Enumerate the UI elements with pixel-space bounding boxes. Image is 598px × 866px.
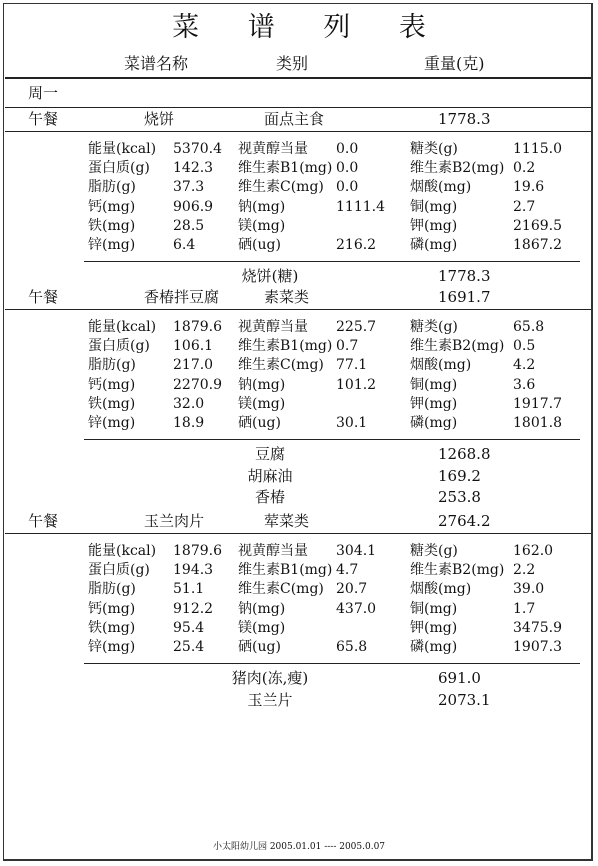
nutrient-value: 0.0 — [336, 160, 359, 177]
day-label: 周一 — [28, 84, 59, 102]
nutrient-value: 1879.6 — [173, 543, 222, 559]
dish-category: 荤菜类 — [264, 512, 310, 530]
nutrient-label: 镁(mg) — [238, 395, 286, 412]
nutrient-label: 钠(mg) — [238, 600, 286, 617]
nutrient-value: 437.0 — [336, 600, 377, 617]
nutrient-divider — [84, 663, 580, 664]
nutrient-value: 2270.9 — [173, 376, 222, 393]
nutrient-value: 37.3 — [173, 179, 205, 196]
nutrient-label: 钙(mg) — [88, 600, 136, 617]
ingredient-weight: 1778.3 — [438, 267, 491, 286]
nutrient-label: 硒(ug) — [238, 237, 281, 253]
nutrient-label: 糖类(g) — [410, 543, 458, 559]
nutrient-label: 烟酸(mg) — [410, 357, 472, 374]
nutrient-value: 2.7 — [513, 198, 536, 215]
nutrient-value: 1907.3 — [513, 639, 562, 655]
nutrient-value: 216.2 — [336, 237, 377, 253]
nutrient-value: 4.2 — [513, 357, 536, 374]
nutrient-value: 19.6 — [513, 179, 545, 196]
nutrient-value: 20.7 — [336, 581, 368, 598]
header-dish-name: 菜谱名称 — [124, 54, 189, 73]
nutrient-label: 铁(mg) — [88, 619, 136, 636]
footer-text: 小太阳幼儿园 2005.01.01 ---- 2005.0.07 — [212, 842, 386, 852]
nutrient-value: 0.2 — [513, 160, 536, 177]
ingredient-weight: 169.2 — [438, 466, 481, 485]
nutrient-value: 65.8 — [513, 319, 545, 335]
nutrient-value: 25.4 — [173, 639, 205, 655]
dish-weight: 2764.2 — [438, 512, 491, 530]
nutrient-label: 脂肪(g) — [88, 357, 136, 374]
ingredient-name: 猪肉(冻,瘦) — [231, 669, 309, 688]
nutrient-label: 锌(mg) — [88, 415, 136, 431]
nutrient-label: 维生素C(mg) — [238, 357, 324, 374]
nutrient-value: 1801.8 — [513, 415, 562, 431]
nutrient-value: 30.1 — [336, 415, 368, 431]
nutrient-label: 维生素B2(mg) — [410, 160, 505, 177]
nutrient-label: 镁(mg) — [238, 619, 286, 636]
nutrient-label: 蛋白质(g) — [88, 562, 150, 579]
dish-category: 素菜类 — [264, 288, 310, 306]
nutrient-value: 0.7 — [336, 338, 359, 355]
nutrient-label: 糖类(g) — [410, 319, 458, 335]
nutrient-divider — [84, 439, 580, 440]
nutrient-label: 视黄醇当量 — [238, 319, 308, 335]
ingredient-weight: 691.0 — [438, 669, 481, 688]
nutrient-value: 1115.0 — [513, 141, 562, 157]
nutrient-label: 能量(kcal) — [88, 141, 157, 157]
nutrient-value: 1867.2 — [513, 237, 562, 253]
nutrient-label: 脂肪(g) — [88, 581, 136, 598]
nutrient-label: 蛋白质(g) — [88, 338, 150, 355]
dish-weight: 1778.3 — [438, 110, 491, 128]
meal-label: 午餐 — [28, 110, 59, 128]
nutrient-label: 维生素B1(mg) — [238, 338, 333, 355]
nutrient-label: 维生素C(mg) — [238, 581, 324, 598]
nutrient-value: 912.2 — [173, 600, 214, 617]
nutrient-label: 能量(kcal) — [88, 543, 157, 559]
nutrient-divider — [84, 261, 580, 262]
nutrient-label: 锌(mg) — [88, 237, 136, 253]
header-divider — [5, 77, 591, 79]
nutrient-value: 225.7 — [336, 319, 377, 335]
meal-label: 午餐 — [28, 512, 59, 530]
nutrient-label: 视黄醇当量 — [238, 141, 308, 157]
nutrient-value: 2.2 — [513, 562, 536, 579]
header-category: 类别 — [276, 54, 309, 73]
nutrient-value: 217.0 — [173, 357, 214, 374]
ingredient-name: 烧饼(糖) — [241, 267, 299, 286]
nutrient-value: 106.1 — [173, 338, 214, 355]
nutrient-label: 钾(mg) — [410, 217, 458, 234]
ingredient-name: 玉兰片 — [247, 690, 293, 709]
nutrient-label: 能量(kcal) — [88, 319, 157, 335]
nutrient-value: 1111.4 — [336, 198, 385, 215]
nutrient-value: 6.4 — [173, 237, 196, 253]
nutrient-label: 铁(mg) — [88, 395, 136, 412]
dish-name: 烧饼 — [144, 110, 175, 128]
nutrient-label: 维生素B2(mg) — [410, 338, 505, 355]
ingredient-name: 香椿 — [254, 488, 285, 507]
nutrient-label: 蛋白质(g) — [88, 160, 150, 177]
nutrient-label: 钠(mg) — [238, 198, 286, 215]
nutrient-label: 铁(mg) — [88, 217, 136, 234]
nutrient-label: 维生素C(mg) — [238, 179, 324, 196]
section-divider — [5, 533, 591, 534]
nutrient-label: 磷(mg) — [410, 237, 458, 253]
nutrient-label: 硒(ug) — [238, 639, 281, 655]
page-title: 菜 谱 列 表 — [172, 12, 446, 43]
nutrient-label: 钾(mg) — [410, 619, 458, 636]
nutrient-value: 1879.6 — [173, 319, 222, 335]
nutrient-label: 磷(mg) — [410, 639, 458, 655]
nutrient-value: 32.0 — [173, 395, 205, 412]
nutrient-label: 铜(mg) — [410, 376, 458, 393]
section-divider — [5, 309, 591, 310]
nutrient-value: 65.8 — [336, 639, 368, 655]
ingredient-weight: 1268.8 — [438, 445, 491, 464]
nutrient-value: 0.5 — [513, 338, 536, 355]
nutrient-value: 1917.7 — [513, 395, 562, 412]
ingredient-name: 胡麻油 — [247, 466, 293, 485]
nutrient-value: 5370.4 — [173, 141, 222, 157]
nutrient-label: 磷(mg) — [410, 415, 458, 431]
nutrient-label: 钙(mg) — [88, 376, 136, 393]
nutrient-label: 视黄醇当量 — [238, 543, 308, 559]
nutrient-value: 906.9 — [173, 198, 214, 215]
section-divider — [5, 131, 591, 132]
nutrient-label: 钙(mg) — [88, 198, 136, 215]
header-weight: 重量(克) — [424, 54, 485, 73]
nutrient-value: 39.0 — [513, 581, 545, 598]
nutrient-value: 162.0 — [513, 543, 554, 559]
nutrient-value: 304.1 — [336, 543, 377, 559]
ingredient-weight: 2073.1 — [438, 690, 491, 709]
nutrient-label: 镁(mg) — [238, 217, 286, 234]
nutrient-value: 0.0 — [336, 141, 359, 157]
nutrient-label: 钾(mg) — [410, 395, 458, 412]
nutrient-value: 77.1 — [336, 357, 368, 374]
nutrient-value: 0.0 — [336, 179, 359, 196]
nutrient-label: 铜(mg) — [410, 198, 458, 215]
nutrient-value: 2169.5 — [513, 217, 562, 234]
nutrient-label: 维生素B2(mg) — [410, 562, 505, 579]
nutrient-label: 脂肪(g) — [88, 179, 136, 196]
nutrient-label: 烟酸(mg) — [410, 581, 472, 598]
nutrient-value: 4.7 — [336, 562, 359, 579]
nutrient-value: 194.3 — [173, 562, 214, 579]
dish-category: 面点主食 — [264, 110, 325, 128]
nutrient-label: 钠(mg) — [238, 376, 286, 393]
nutrient-label: 糖类(g) — [410, 141, 458, 157]
ingredient-weight: 253.8 — [438, 488, 481, 507]
nutrient-value: 95.4 — [173, 619, 205, 636]
dish-name: 香椿拌豆腐 — [144, 288, 220, 306]
nutrient-value: 101.2 — [336, 376, 377, 393]
nutrient-label: 锌(mg) — [88, 639, 136, 655]
nutrient-value: 51.1 — [173, 581, 205, 598]
nutrient-label: 硒(ug) — [238, 415, 281, 431]
meal-label: 午餐 — [28, 288, 59, 306]
day-divider — [5, 107, 591, 108]
nutrient-label: 烟酸(mg) — [410, 179, 472, 196]
dish-weight: 1691.7 — [438, 288, 491, 306]
nutrient-label: 维生素B1(mg) — [238, 160, 333, 177]
dish-name: 玉兰肉片 — [144, 512, 205, 530]
nutrient-value: 142.3 — [173, 160, 214, 177]
ingredient-name: 豆腐 — [254, 445, 285, 464]
nutrient-label: 铜(mg) — [410, 600, 458, 617]
nutrient-value: 3475.9 — [513, 619, 562, 636]
nutrient-value: 28.5 — [173, 217, 205, 234]
nutrient-label: 维生素B1(mg) — [238, 562, 333, 579]
nutrient-value: 3.6 — [513, 376, 536, 393]
nutrient-value: 1.7 — [513, 600, 536, 617]
nutrient-value: 18.9 — [173, 415, 205, 431]
